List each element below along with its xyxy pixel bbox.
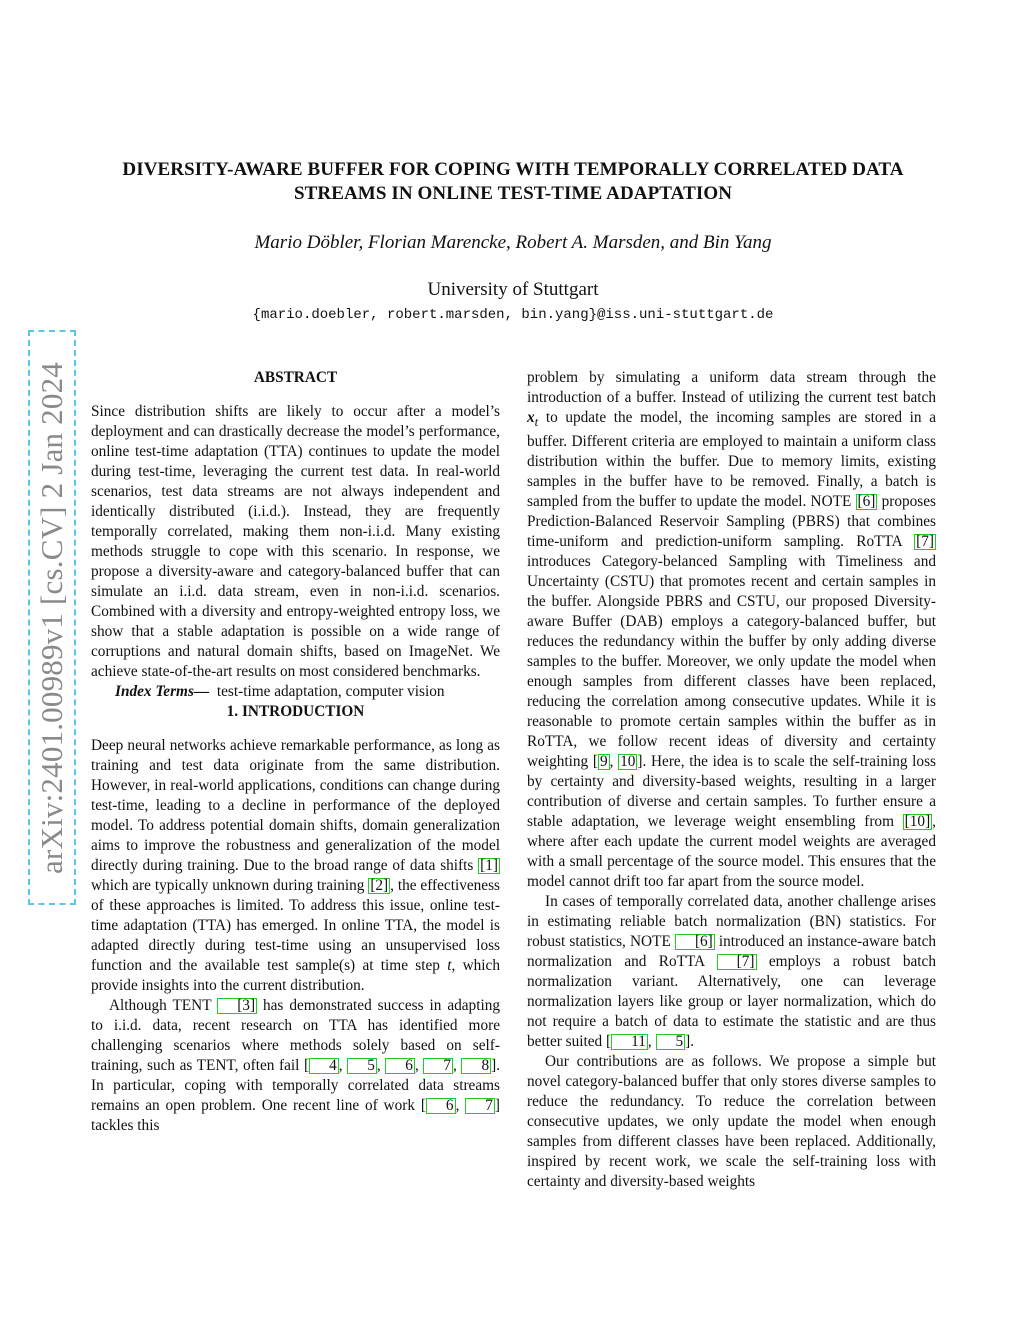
author-list: Mario Döbler, Florian Marencke, Robert A. Marsden, and Bin Yang [254,232,772,253]
right-p1-text-c: proposes Prediction-Balanced Reservoir Sampling (PBRS) that combines time-uniform and prediction-uniform sampling. RoTTA [527,493,936,551]
citation-link-9[interactable]: 9 [599,753,608,771]
right-column [527,368,936,1192]
citation-separator: , [376,1057,386,1074]
intro-p1-text-a: Deep neural networks achieve remarkable performance, as long as training and test data originate from the same distribution. However, in real-world applications, conditions can change during test-time, leading to a decline in performance of the deployed model. To address potential domain shifts, domain generalization aims to improve the robustness and generalization of the model directly during training. Due to the broad range of data shifts [91,737,500,874]
citation-separator: , [647,1033,656,1051]
citation-link-5[interactable]: 5 [347,1058,377,1074]
citation-link-11[interactable]: 11 [611,1034,648,1050]
abstract-heading: ABSTRACT [253,369,338,386]
citation-link-2[interactable]: [2] [370,877,389,894]
citation-link-6[interactable]: 6 [426,1098,456,1114]
citation-separator: , [453,1057,462,1074]
intro-paragraph-1 [91,736,500,996]
intro-p2-text-b: has demonstrated success in adapting to i.i.d. data, recent research on TTA has identified more challenging scenarios where methods solely based on self-training, such as TENT, often fail [ [91,997,500,1074]
right-p1-text-f: , where after each update the current model weights are averaged with a small percentage of the source model. This ensures that the model cannot drift too far apart from the source model. [527,813,936,891]
citation-separator: , [414,1057,424,1074]
intro-p1-text-b: which are typically unknown during training [91,877,369,894]
right-paragraph-3: Our contributions are as follows. We propose a simple but novel category-balanced buffer that only stores diverse samples to reduce the redundancy. To reduce the correlation between consecutive updates, we only update the model when enough samples from different classes have been replaced. Additionally, inspired by recent work, we scale the self-training loss with certainty and diversity-based weights [527,1053,936,1191]
citation-link-7[interactable]: 7 [423,1058,453,1074]
index-terms-label: Index Terms— [115,683,210,700]
index-terms [91,682,500,702]
right-paragraph-1 [527,368,936,892]
intro-paragraph-2 [91,996,500,1136]
abstract-text: Since distribution shifts are likely to occur after a model’s deployment and can drastically decrease the model’s performance, online test-time adaptation (TTA) continues to update the model during test-time, leveraging the current test data. In real-world scenarios, test data streams are not always independent and identically distributed (i.i.d.). Instead, they are frequently temporally correlated, making them non-i.i.d. Many existing methods struggle to cope with this scenario. In response, we propose a diversity-aware and category-balanced buffer that can simulate an i.i.d. data stream, even in non-i.i.d. scenarios. Combined with a diversity and entropy-weighted entropy loss, we show that a stable adaptation is possible on a wide range of corruptions and natural domain shifts, based on ImageNet. We achieve state-of-the-art results on most considered benchmarks. [91,403,500,680]
arxiv-identifier-stamp[interactable] [28,330,76,905]
citation-link-7[interactable]: [7] [717,954,757,970]
right-p2-text-d: ]. [685,1033,695,1051]
citation-link-3[interactable]: [3] [217,998,257,1014]
test-batch-symbol: $x_t$ [527,409,539,430]
left-column [91,368,500,1136]
citation-link-1[interactable]: [1] [480,857,498,874]
right-p2-text-a: In cases of temporally correlated data, another challenge arises in estimating reliable batch normalization (BN) statistics. For robust statistics, NOTE [527,893,936,951]
right-p1-text-d: introduces Category-belanced Sampling with Timeliness and Uncertainty (CSTU) that promotes recent and certain samples in the buffer. Alongside PBRS and CSTU, our proposed Diversity-aware Buffer (DAB) employs a category-balanced buffer, but reduces the redundancy within the buffer by only adding diverse samples to the buffer. Moreover, we only update the model when enough samples from different classes have been replaced, reducing the correlation among consecutive updates. While it is reasonable to promote certain samples within the buffer as in RoTTA, we follow recent ideas of diversity and certainty weighting [ [527,553,936,771]
arxiv-identifier-text: arXiv:2401.00989v1 [cs.CV] 2 Jan 2024 [34,361,70,874]
test-batch-subscript: t [534,415,539,430]
right-p2-text-c: employs a robust batch normalization variant. Alternatively, one can leverage normalization layers like group or layer normalization, which do not require a batch of data to estimate the statistic and are thus better suited [ [527,953,936,1051]
citation-link-7[interactable]: [7] [916,533,934,551]
intro-p2-text-c: ]. In particular, coping with temporally correlated data streams remains an open problem. One recent line of work [ [91,1057,501,1114]
right-p1-text-e: ]. Here, the idea is to scale the self-training loss by certainty and diversity-based weights, resulting in a larger contribution of diverse and certain samples. To further ensure a stable adaptation, we leverage weight ensembling from [527,753,936,831]
time-step-symbol: t [447,957,452,974]
citation-separator: , [455,1097,466,1114]
citation-link-5[interactable]: 5 [656,1034,686,1050]
citation-separator: , [338,1057,348,1074]
intro-p2-text-a: Although TENT [109,997,218,1014]
intro-p2-text-d: ] tackles this [91,1097,500,1134]
right-paragraph-2 [527,892,936,1052]
author-emails: {mario.doebler, robert.marsden, bin.yang}@iss.uni-stuttgart.de [252,307,774,323]
paper-title: DIVERSITY-AWARE BUFFER FOR COPING WITH TEMPORALLY CORRELATED DATA STREAMS IN ONLINE TEST-TIME ADAPTATION [122,159,904,204]
index-terms-text: test-time adaptation, computer vision [216,683,445,700]
intro-p1-text-d: , which provide insights into the current distribution. [91,957,500,994]
citation-link-6[interactable]: [6] [675,934,715,950]
citation-link-8[interactable]: 8 [461,1058,491,1074]
right-p1-text-b: to update the model, the incoming samples are stored in a buffer. Different criteria are employed to maintain a uniform class distribution within the buffer. Due to memory limits, existing samples in the buffer have to be removed. Finally, a batch is sampled from the buffer to update the model. NOTE [527,409,936,511]
citation-link-10[interactable]: [10] [904,813,931,831]
right-p1-text-a: problem by simulating a uniform data stream through the introduction of a buffer. Instead of utilizing the current test batch [527,369,936,406]
right-p2-text-b: introduced an instance-aware batch normalization and RoTTA [527,933,937,971]
citation-link-6[interactable]: 6 [385,1058,415,1074]
citation-link-10[interactable]: 10 [620,753,636,771]
citation-separator: , [609,753,619,771]
citation-link-4[interactable]: 4 [309,1058,339,1074]
intro-p1-text-c: , the effectiveness of these approaches is limited. To address this issue, online test-time adaptation (TTA) has emerged. In online TTA, the model is adapted directly during test-time using an unsupervised loss function and the available test sample(s) at time step [91,877,500,974]
citation-link-7[interactable]: 7 [465,1098,495,1114]
affiliation: University of Stuttgart [427,279,599,300]
citation-link-6[interactable]: [6] [857,493,876,511]
introduction-heading: 1. INTRODUCTION [226,703,365,720]
